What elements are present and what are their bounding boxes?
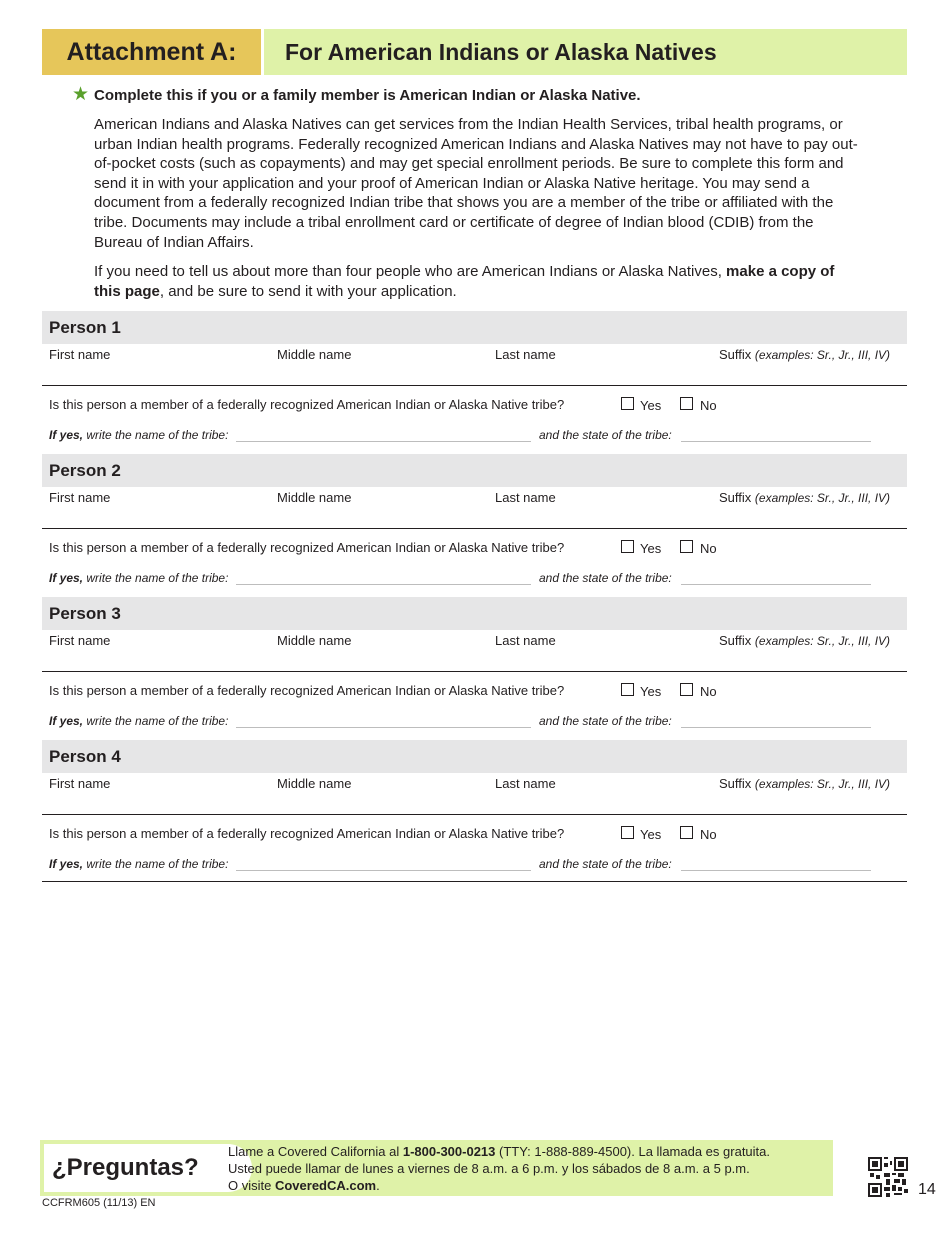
no-checkbox[interactable] — [680, 826, 693, 839]
star-icon: ★ — [72, 84, 90, 105]
last-name-field[interactable]: Last name — [495, 347, 556, 362]
no-checkbox[interactable] — [680, 397, 693, 410]
yes-checkbox[interactable] — [621, 540, 634, 553]
tribe-name-input[interactable] — [236, 441, 531, 442]
no-label: No — [700, 684, 717, 699]
copy-note-bold: make a copy of this page — [94, 263, 835, 300]
if-yes-text: write the name of the tribe: — [83, 428, 229, 442]
divider — [42, 814, 907, 815]
divider — [42, 671, 907, 672]
middle-name-field[interactable]: Middle name — [277, 347, 352, 362]
tribe-question: Is this person a member of a federally recognized American Indian or Alaska Native tribe? — [49, 683, 565, 698]
person-title: Person 4 — [49, 747, 121, 766]
questions-heading: ¿Preguntas? — [52, 1154, 199, 1181]
phone-number[interactable]: 1-800-300-0213 — [402, 1144, 496, 1159]
tribe-state-input[interactable] — [681, 584, 871, 585]
yes-label: Yes — [640, 541, 662, 556]
contact-line-1 — [228, 1144, 770, 1161]
yes-label: Yes — [640, 398, 662, 413]
website-link[interactable]: CoveredCA.com — [274, 1177, 377, 1193]
suffix-label: Suffix — [719, 347, 752, 362]
yes-checkbox[interactable] — [621, 683, 634, 696]
yes-checkbox[interactable] — [621, 826, 634, 839]
contact-line-1-end: (TTY: 1-888-889-4500). La llamada es gratuita. — [495, 1144, 770, 1159]
page-number: 14 — [918, 1181, 936, 1198]
suffix-field[interactable] — [719, 347, 890, 362]
if-yes-text: write the name of the tribe: — [83, 857, 229, 871]
state-label: and the state of the tribe: — [539, 571, 672, 585]
tribe-name-input[interactable] — [236, 870, 531, 871]
if-yes-label — [49, 714, 228, 728]
if-yes-text: write the name of the tribe: — [83, 571, 229, 585]
attachment-label: Attachment A: — [42, 29, 261, 75]
last-name-field[interactable]: Last name — [495, 490, 556, 505]
person-title: Person 3 — [49, 604, 121, 623]
suffix-field[interactable] — [719, 776, 890, 791]
no-checkbox[interactable] — [680, 683, 693, 696]
if-yes-bold: If yes, — [49, 428, 84, 442]
if-yes-bold: If yes, — [49, 857, 84, 871]
copy-note-text: If you need to tell us about more than four people who are American Indians or Alaska Natives, — [94, 263, 727, 280]
tribe-question: Is this person a member of a federally recognized American Indian or Alaska Native tribe? — [49, 540, 565, 555]
yes-checkbox[interactable] — [621, 397, 634, 410]
contact-line-3 — [228, 1178, 770, 1195]
copy-note-end: , and be sure to send it with your application. — [159, 282, 457, 300]
tribe-name-input[interactable] — [236, 584, 531, 585]
first-name-field[interactable]: First name — [49, 490, 111, 505]
person-section — [42, 454, 907, 596]
contact-line-2: Usted puede llamar de lunes a viernes de 8 a.m. a 6 p.m. y los sábados de 8 a.m. a 5 p.m. — [228, 1160, 750, 1176]
if-yes-label — [49, 428, 228, 442]
last-name-field[interactable]: Last name — [495, 633, 556, 648]
suffix-field[interactable] — [719, 490, 890, 505]
copy-note — [94, 262, 864, 301]
contact-line-3-end: . — [376, 1177, 380, 1193]
divider — [42, 385, 907, 386]
tribe-state-input[interactable] — [681, 441, 871, 442]
no-label: No — [700, 827, 717, 842]
no-label: No — [700, 541, 717, 556]
divider — [42, 881, 907, 882]
qr-code — [868, 1157, 908, 1197]
form-code: CCFRM605 (11/13) EN — [42, 1197, 156, 1209]
person-section — [42, 597, 907, 739]
suffix-examples: (examples: Sr., Jr., III, IV) — [754, 348, 891, 362]
yes-label: Yes — [640, 827, 662, 842]
if-yes-text: write the name of the tribe: — [83, 714, 229, 728]
suffix-examples: (examples: Sr., Jr., III, IV) — [754, 777, 891, 791]
person-section — [42, 740, 907, 882]
person-section — [42, 311, 907, 453]
tribe-state-input[interactable] — [681, 870, 871, 871]
state-label: and the state of the tribe: — [539, 714, 672, 728]
middle-name-field[interactable]: Middle name — [277, 633, 352, 648]
person-header — [42, 740, 907, 773]
intro-paragraph: American Indians and Alaska Natives can get services from the Indian Health Services, tribal health programs, or urban Indian health programs. Federally recognized American Indians and Alaska Natives may not have to pay out-of-pocket costs (such as copayments) and may get special enrollment periods. Be sure to complete this form and send it in with your application and your proof of American Indian or Alaska Native heritage. You may send a document from a federally recognized Indian tribe that shows you are a member of the tribe or affiliated with the tribe. Documents may include a tribal enrollment card or certificate of degree of Indian blood (CDIB) from the Bureau of Indian Affairs. — [94, 116, 858, 251]
suffix-examples: (examples: Sr., Jr., III, IV) — [754, 634, 891, 648]
if-yes-label — [49, 857, 228, 871]
first-name-field[interactable]: First name — [49, 633, 111, 648]
last-name-field[interactable]: Last name — [495, 776, 556, 791]
person-title: Person 1 — [49, 318, 121, 337]
contact-line-1-text: Llame a Covered California al — [228, 1144, 403, 1159]
suffix-examples: (examples: Sr., Jr., III, IV) — [754, 491, 891, 505]
questions-box — [40, 1140, 833, 1196]
divider — [42, 528, 907, 529]
suffix-field[interactable] — [719, 633, 890, 648]
tribe-state-input[interactable] — [681, 727, 871, 728]
suffix-label: Suffix — [719, 776, 752, 791]
contact-info — [228, 1144, 770, 1194]
no-label: No — [700, 398, 717, 413]
tribe-question: Is this person a member of a federally recognized American Indian or Alaska Native tribe? — [49, 826, 565, 841]
yes-label: Yes — [640, 684, 662, 699]
if-yes-label — [49, 571, 228, 585]
state-label: and the state of the tribe: — [539, 857, 672, 871]
intro-lead: Complete this if you or a family member is American Indian or Alaska Native. — [94, 87, 641, 104]
person-header — [42, 311, 907, 344]
person-header — [42, 597, 907, 630]
questions-pill — [44, 1144, 252, 1192]
page-title: For American Indians or Alaska Natives — [264, 29, 907, 75]
suffix-label: Suffix — [719, 633, 752, 648]
person-title: Person 2 — [49, 461, 121, 480]
contact-line-3-text: O visite — [228, 1177, 275, 1193]
if-yes-bold: If yes, — [49, 571, 84, 585]
state-label: and the state of the tribe: — [539, 428, 672, 442]
middle-name-field[interactable]: Middle name — [277, 490, 352, 505]
first-name-field[interactable]: First name — [49, 347, 111, 362]
if-yes-bold: If yes, — [49, 714, 84, 728]
suffix-label: Suffix — [719, 490, 752, 505]
first-name-field[interactable]: First name — [49, 776, 111, 791]
tribe-question: Is this person a member of a federally recognized American Indian or Alaska Native tribe? — [49, 397, 565, 412]
middle-name-field[interactable]: Middle name — [277, 776, 352, 791]
tribe-name-input[interactable] — [236, 727, 531, 728]
no-checkbox[interactable] — [680, 540, 693, 553]
person-header — [42, 454, 907, 487]
